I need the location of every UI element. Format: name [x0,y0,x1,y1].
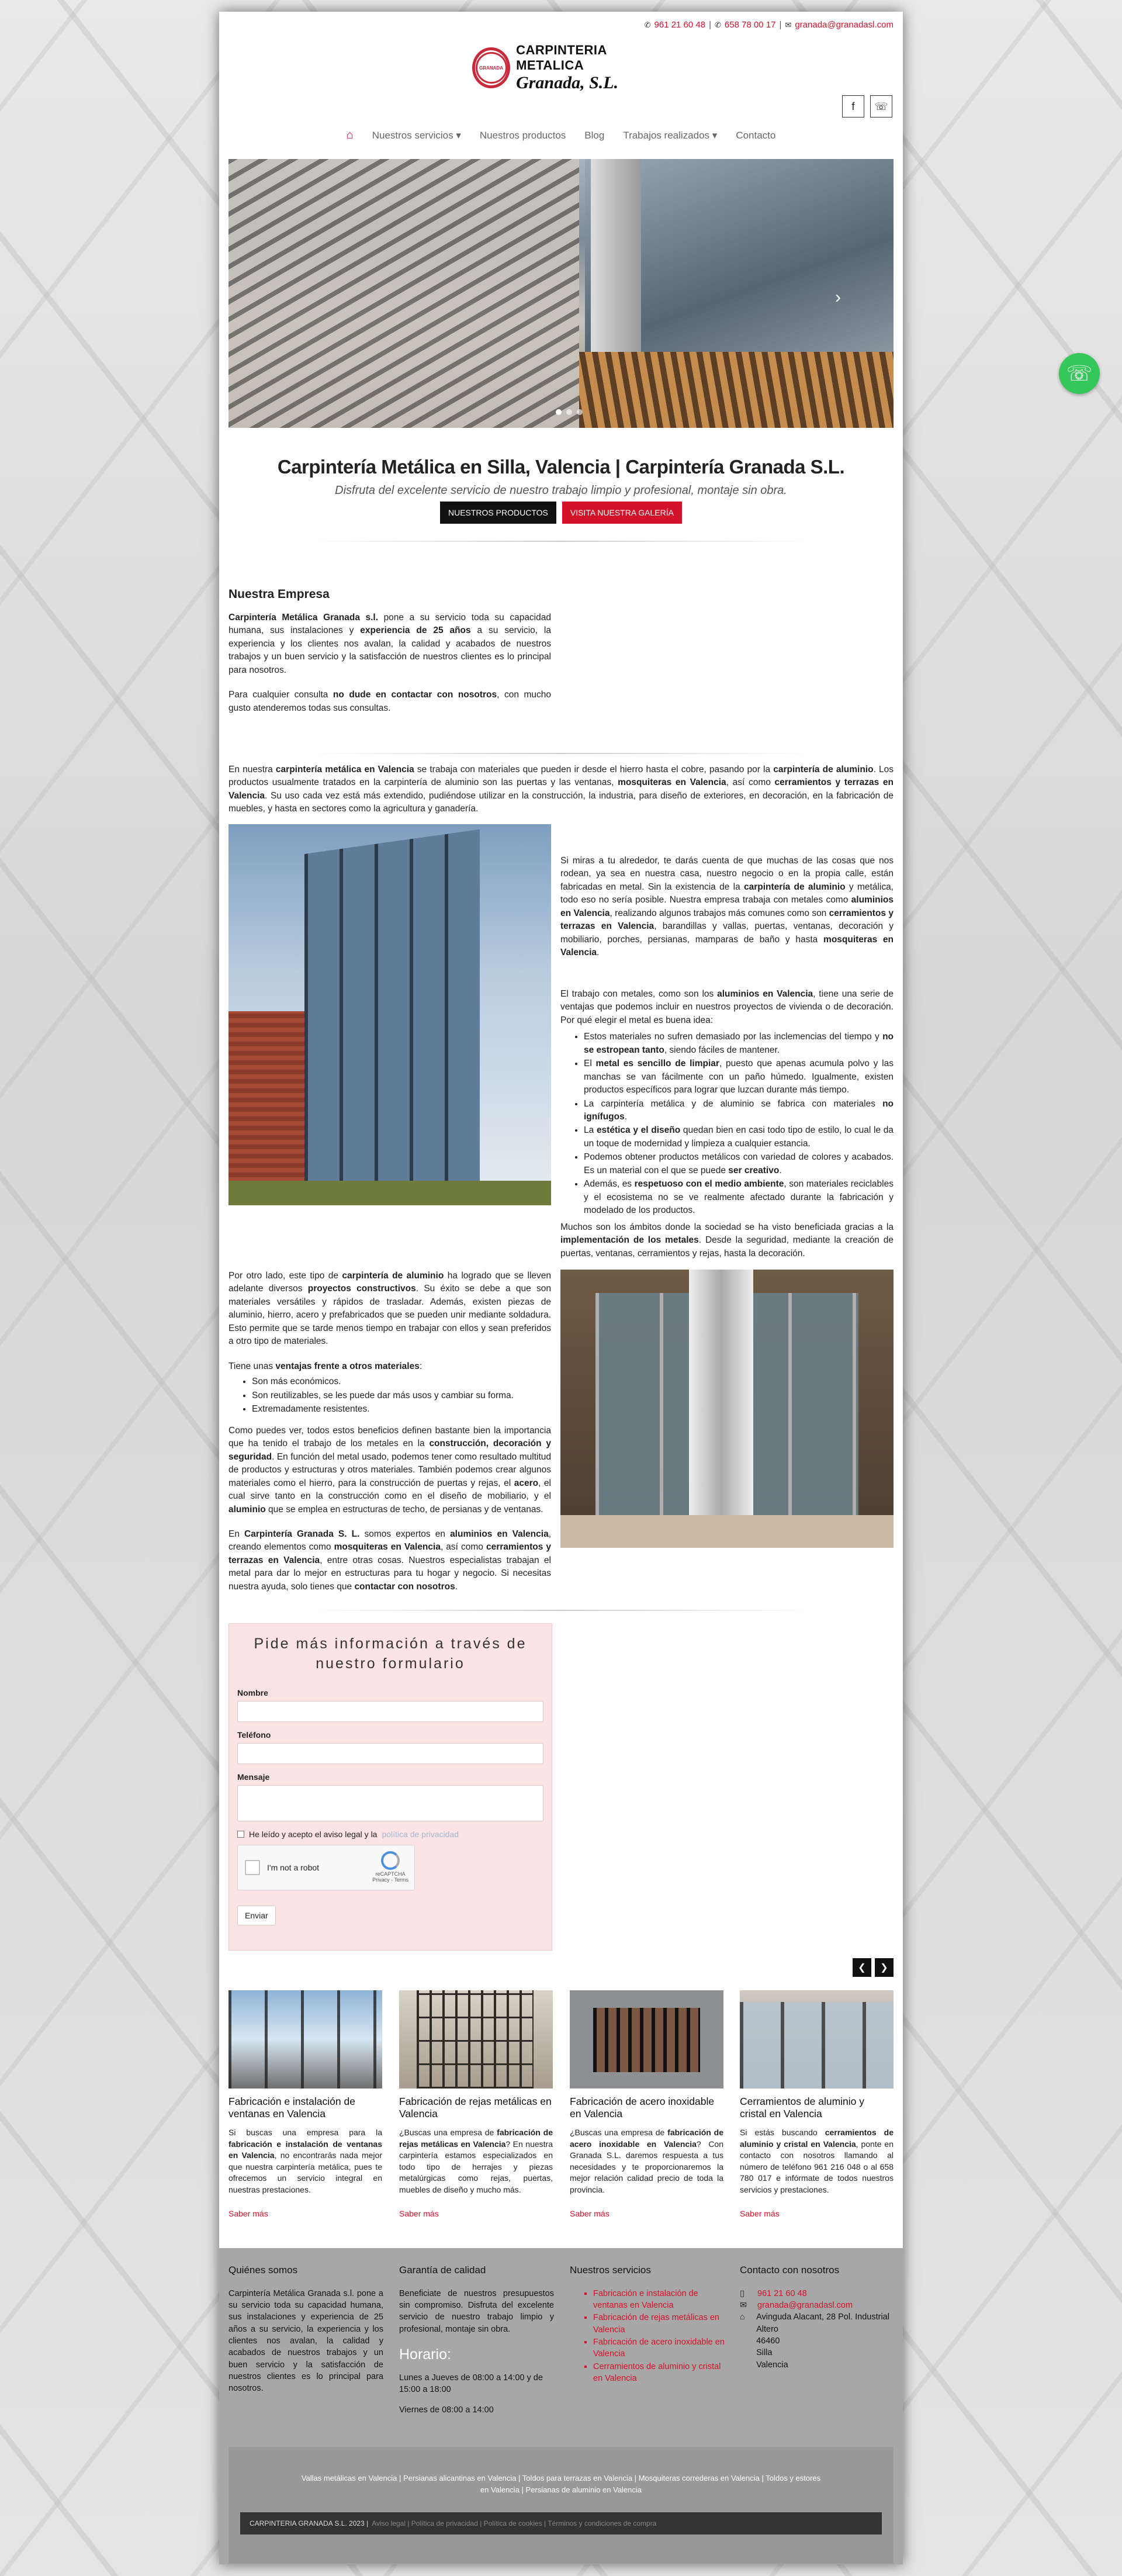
facebook-icon[interactable]: f [842,95,864,117]
card-more-link[interactable]: Saber más [570,2208,610,2218]
horario-line1: Lunes a Jueves de 08:00 a 14:00 y de 15:00 a 18:00 [399,2373,543,2395]
message-field[interactable] [237,1785,543,1821]
logo-badge-text: GRANADA [479,65,503,71]
footer-quality-title: Garantía de calidad [399,2264,486,2276]
nav-blog[interactable]: Blog [584,129,605,141]
captcha-label: I'm not a robot [267,1862,320,1872]
main-nav [219,129,903,142]
phone-icon: ✆ [644,20,651,29]
whatsapp-float-icon[interactable]: ☏ [1059,353,1100,394]
contact-form [228,1623,552,1951]
separator: | [779,20,782,30]
slider-dot[interactable] [556,409,562,415]
horario-line2: Viernes de 08:00 a 14:00 [399,2405,494,2415]
address-line: 46460 [756,2336,780,2346]
slider-image-floor [579,352,894,428]
footer-service-link[interactable]: ▪ Fabricación e instalación de ventanas en Valencia [593,2288,725,2312]
footer-about-text: Carpintería Metálica Granada s.l. pone a su servicio toda su capacidad humana, sus instalaciones y experiencia de 25 años a su servicio, la experiencia y los clientes nos avalan, la calidad y acabados de nuestros trabajos y un buen servicio y la satisfacción de nuestros clientes es lo principal para nosotros. [228,2288,383,2394]
card-title[interactable]: Cerramientos de aluminio y cristal en Valencia [740,2096,865,2119]
card-image[interactable] [740,1990,894,2089]
service-card [399,1990,553,2218]
email-link[interactable]: granada@granadasl.com [795,20,894,30]
legal-links[interactable]: Aviso legal | Política de privacidad | Política de cookies | Términos y condiciones de compra [372,2519,657,2527]
footer-services-list [570,2288,725,2384]
intro-text: En nuestra carpintería metálica en Valencia se trabaja con materiales que pueden ir desde el hierro hasta el cobre, pasando por la carpintería de aluminio. Los productos usualmente tratados en la carpintería de aluminio son las puertas y las ventanas, mosquiteras en Valencia, así como cerramientos y terrazas en Valencia. Su uso cada vez está más extendido, pudiéndose utilizar en la construcción, la industria, para diseño de exteriores, en decoración, en la fabricación de muebles, y hasta en sectores como la agricultura y ganadería. [228,765,894,814]
privacy-checkbox-row [237,1830,543,1839]
footer-services-title: Nuestros servicios [570,2264,651,2276]
entrance-photo [560,1270,894,1548]
footer-service-link[interactable]: ▪ Fabricación de rejas metálicas en Valencia [593,2312,725,2336]
nav-productos[interactable]: Nuestros productos [479,129,566,141]
footer-phone-link[interactable]: 961 21 60 48 [757,2288,807,2298]
card-title[interactable]: Fabricación e instalación de ventanas en Valencia [228,2096,355,2119]
phone-field[interactable] [237,1743,543,1764]
footer-address-row [740,2311,895,2370]
recaptcha-widget [237,1845,415,1890]
logo-line1: CARPINTERIA METALICA [516,43,607,72]
home-icon[interactable]: ⌂ [346,129,354,141]
name-field[interactable] [237,1701,543,1722]
phone1-link[interactable]: 961 21 60 48 [654,20,706,30]
address-line: Valencia [756,2360,788,2370]
card-more-link[interactable]: Saber más [228,2208,268,2218]
products-button[interactable]: NUESTROS PRODUCTOS [440,502,556,524]
privacy-link[interactable]: política de privacidad [382,1829,459,1839]
social-links [842,95,892,117]
service-card [740,1990,894,2218]
site-logo[interactable] [472,44,665,91]
advantages-text: Por otro lado, este tipo de carpintería de aluminio ha logrado que se lleven adelante diversos proyectos constructivos. Su éxito se debe a que son materiales versátiles y rápidos de trasladar. Además, existen piezas de aluminio, hierro, acero y prefabricados que se pueden unir mediante soldadura. Esto permite que se tarde menos tiempo en trabajar con ellos y sean preferidos a otro tipo de materiales. Tiene unas ventajas frente a otros materiales: • Son más económicos. • Son reutilizables, se les puede dar más usos y cambiar su forma. • Extremadamente resistentes. Como puedes ver, todos estos beneficios definen bastante bien la importancia que ha tenido el trabajo de los metales en la construcción, decoración y seguridad. En función del metal usado, podemos tener como resultado multitud de productos y estructuras y otros materiales. También podemos crear algunos materiales como el hierro, para la construcción de puertas y rejas, el acero, el cual sirve tanto en la construcción como en el diseño de mobiliario, y el aluminio que se emplea en estructuras de techo, de persianas y de ventanas. En Carpintería Granada S. L. somos expertos en aluminios en Valencia, creando elementos como mosquiteras en Valencia, así como cerramientos y terrazas en Valencia, entre otras cosas. Nuestros especialistas trabajan el metal para dar lo mejor en estructuras para tu hogar y negocio. Si necesitas nuestra ayuda, solo tienes que contactar con nosotros. [228,1270,551,1605]
footer-about [228,2263,383,2394]
copyright-bar [240,2512,882,2534]
phone-label: Teléfono [237,1730,271,1740]
nav-contacto[interactable]: Contacto [736,129,776,141]
footer-services [570,2263,725,2385]
hero-buttons [219,502,903,524]
card-image[interactable] [399,1990,553,2089]
captcha-terms[interactable]: Privacy - Terms [372,1876,408,1883]
card-title[interactable]: Fabricación de rejas metálicas en Valencia [399,2096,552,2119]
divider [307,1610,815,1611]
whatsapp-icon[interactable]: ☏ [870,95,892,117]
slider-dots [556,409,583,415]
site-footer [219,2248,903,2564]
recaptcha-icon [372,1851,408,1883]
address-line: Avinguda Alacant, 28 Pol. Industrial Altero [756,2312,889,2334]
footer-email-link[interactable]: granada@granadasl.com [757,2301,853,2311]
envelope-icon: ✉ [785,20,792,29]
chevron-left-icon[interactable]: ❮ [853,1958,871,1977]
card-more-link[interactable]: Saber más [740,2208,780,2218]
empresa-heading: Nuestra Empresa [228,587,330,601]
address-line: Silla [756,2348,773,2358]
separator: | [709,20,712,30]
chevron-right-icon[interactable]: ❯ [875,1958,894,1977]
page-container [219,12,903,2564]
chevron-right-icon[interactable]: › [835,288,841,307]
logo-badge [472,47,510,88]
hero-slider[interactable] [228,159,894,428]
horario-title: Horario: [399,2346,451,2363]
mobile-icon: ▯ [740,2288,744,2298]
footer-phone-row [740,2288,895,2300]
card-image[interactable] [228,1990,382,2089]
form-title: Pide más información a través de nuestro formulario [254,1635,527,1672]
carousel-nav [853,1958,894,1977]
divider [307,753,815,754]
message-label: Mensaje [237,1772,270,1782]
footer-contact [740,2263,895,2371]
privacy-checkbox[interactable] [237,1831,244,1838]
service-card [570,1990,723,2218]
send-button[interactable]: Enviar [237,1906,276,1925]
card-text: ¿Buscas una empresa de fabricación de acero inoxidable en Valencia? Con Granada S.L. daremos respuesta a tus necesidades y te proporcionaremos la mejor relación calidad precio de toda la provincia. [570,2128,724,2194]
nav-servicios[interactable]: Nuestros servicios ▾ [372,129,461,141]
footer-service-link[interactable]: ▪ Fabricación de acero inoxidable en Valencia [593,2336,725,2360]
footer-quality [399,2263,554,2416]
card-text: Si estás buscando cerramientos de aluminio y cristal en Valencia, ponte en contacto con nosotros llamando al número de teléfono 961 216 048 o al 658 780 017 e infórmate de todos nuestros servicios y prestaciones. [740,2128,894,2194]
divider [307,541,815,542]
phone2-link[interactable]: 658 78 00 17 [724,20,776,30]
footer-service-link[interactable]: ▪ Cerramientos de aluminio y cristal en Valencia [593,2361,725,2385]
card-image[interactable] [570,1990,723,2089]
home-icon: ⌂ [740,2312,745,2322]
envelope-icon: ✉ [740,2301,747,2311]
top-contact-bar [645,20,894,30]
name-label: Nombre [237,1688,268,1697]
footer-bottom-area [228,2447,894,2564]
footer-contact-title: Contacto con nosotros [740,2264,840,2276]
footer-email-row [740,2300,895,2311]
empresa-text: Carpintería Metálica Granada s.l. pone a su servicio toda su capacidad humana, sus instalaciones y experiencia de 25 años a su servicio, la experiencia y los clientes nos avalan, la calidad y acabados de nuestros trabajos y un buen servicio y la satisfacción de nuestros clientes es lo principal para nosotros. Para cualquier consulta no dude en contactar con nosotros, con mucho gusto atenderemos todas sus consultas. [228,613,551,713]
captcha-checkbox[interactable] [245,1860,260,1875]
phone-icon: ✆ [715,20,721,29]
building-photo [228,824,551,1205]
nav-trabajos[interactable]: Trabajos realizados ▾ [623,129,718,141]
footer-seo-links[interactable]: Vallas metálicas en Valencia | Persianas alicantinas en Valencia | Toldos para terrazas en Valencia | Mosquiteras correderas en Valencia | Toldos y estores en Valencia | Persianas de aluminio en Valencia [301,2474,821,2494]
footer-about-title: Quiénes somos [228,2264,298,2276]
footer-quality-text: Beneficiate de nuestros presupuestos sin compromiso. Disfruta del excelente servicio de nuestro trabajo limpio y profesional, montaje sin obra. [399,2288,554,2334]
slider-image [228,159,579,428]
page-title: Carpintería Metálica en Silla, Valencia | Carpintería Granada S.L. [277,456,845,478]
slider-dot[interactable] [566,409,572,415]
gallery-button[interactable]: VISITA NUESTRA GALERÍA [562,502,682,524]
page-subtitle: Disfruta del excelente servicio de nuestro trabajo limpio y profesional, montaje sin obra. [335,484,787,497]
logo-line2: Granada, S.L. [516,73,619,92]
captcha-brand: reCAPTCHA [375,1870,406,1877]
service-card [228,1990,382,2218]
card-more-link[interactable]: Saber más [399,2208,439,2218]
services-text: Si miras a tu alrededor, te darás cuenta de que muchas de las cosas que nos rodean, ya sea en nuestra casa, nuestro negocio o en la propia calle, están fabricadas en metal. Sin la existencia de la carpintería de aluminio y metálica, todo eso no sería posible. Nuestra empresa trabaja con metales como aluminios en Valencia, realizando algunos trabajos más comunes como son cerramientos y terrazas en Valencia, barandillas y vallas, puertas, ventanas, decoración y mobiliario, porches, persianas, mamparas de baño y hasta mosquiteras en Valencia. El trabajo con metales, como son los aluminios en Valencia, tiene una serie de ventajas que podemos incluir en nuestros proyectos de vivienda o de decoración. Por qué elegir el metal es buena idea: • Estos materiales no sufren demasiado por las inclemencias del tiempo y no se estropean tanto, siendo fáciles de mantener. • El metal es sencillo de limpiar, puesto que apenas acumula polvo y las manchas se van fácilmente con un paño húmedo. Igualmente, existen productos específicos para lograr que luzcan durante más tiempo. • La carpintería metálica y de aluminio se fabrica con materiales no ignífugos. • La estética y el diseño quedan bien en casi todo tipo de estilo, lo cual le da un toque de modernidad y limpieza a cualquier estancia. • Podemos obtener productos metálicos con variedad de colores y acabados. Es un material con el que se puede ser creativo. • Además, es respetuoso con el medio ambiente, son materiales reciclables y el ecosistema no se ve realmente afectado durante la fabricación y modelado de los productos. Muchos son los ámbitos donde la sociedad se ha visto beneficiada gracias a la implementación de los metales. Desde la seguridad, mediante la creación de puertas, ventanas, cerramientos y rejas, hasta la decoración. [560,855,894,1272]
card-text: ¿Buscas una empresa de fabricación de rejas metálicas en Valencia? En nuestra carpintería estamos especializados en todo tipo de herrajes y piezas metalúrgicas como rejas, puertas, muebles de diseño y mucho más. [399,2128,553,2194]
card-title[interactable]: Fabricación de acero inoxidable en Valencia [570,2096,715,2119]
privacy-text: He leído y acepto el aviso legal y la [249,1829,378,1839]
slider-dot[interactable] [577,409,583,415]
copyright-text: CARPINTERIA GRANADA S.L. 2023 | [250,2519,369,2527]
card-text: Si buscas una empresa para la fabricación e instalación de ventanas en Valencia, no encontrarás nada mejor que nuestra carpintería metálica, pues te ofrecemos un servicio integral en nuestras prestaciones. [228,2128,382,2194]
